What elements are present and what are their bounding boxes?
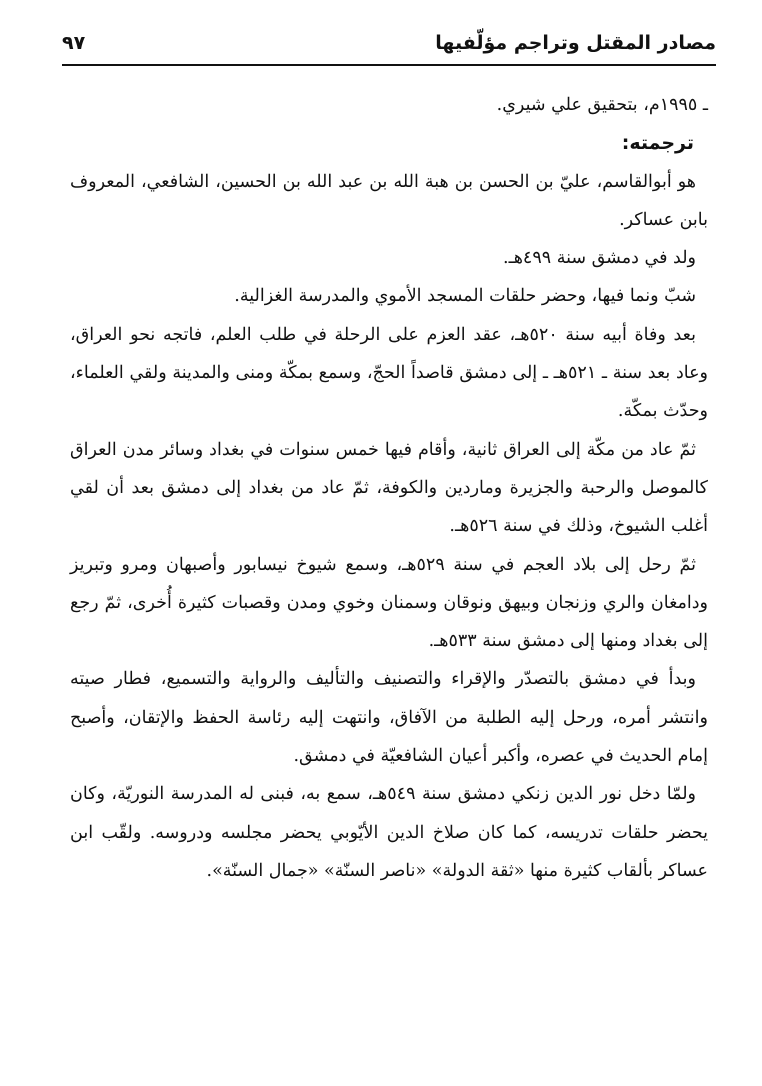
running-title: مصادر المقتل وتراجم مؤلّفيها	[435, 32, 716, 54]
page-number: ٩٧	[62, 32, 86, 54]
paragraph-6: ثمّ رحل إلى بلاد العجم في سنة ٥٢٩هـ، وسمع شيوخ نيسابور وأصبهان ومرو وتبريز ودامغان والري وزنجان وبيهق ونوقان وسمنان وخوي ومدن وقصبات كثيرة أُخرى، ثمّ رجع إلى بغداد ومنها إلى دمشق سنة ٥٣٣هـ.	[70, 554, 708, 652]
paragraph-1: هو أبوالقاسم، عليّ بن الحسن بن هبة الله بن عبد الله بن الحسين، الشافعي، المعروف بابن عساكر.	[70, 171, 708, 230]
paragraph-3: شبّ ونما فيها، وحضر حلقات المسجد الأموي والمدرسة الغزالية.	[234, 286, 696, 307]
paragraph-5: ثمّ عاد من مكّة إلى العراق ثانية، وأقام فيها خمس سنوات في بغداد وسائر مدن العراق كالموصل والرحبة والجزيرة وماردين والكوفة، ثمّ عاد من بغداد إلى دمشق بعد أن لقي أغلب الشيوخ، وذلك في سنة ٥٢٦هـ.	[70, 439, 708, 537]
paragraph-8: ولمّا دخل نور الدين زنكي دمشق سنة ٥٤٩هـ، سمع به، فبنى له المدرسة النوريّة، وكان يحضر حلقات تدريسه، كما كان صلاخ الدين الأيّوبي يحضر مجلسه ودروسه. ولقّب ابن عساكر بألقاب كثيرة منها «ثقة الدولة» «ناصر السنّة» «جمال السنّة».	[70, 784, 708, 881]
section-heading: ترجمته:	[621, 132, 694, 155]
intro-line: ـ ١٩٩٥م، بتحقيق علي شيري.	[496, 95, 708, 115]
paragraph-7: وبدأ في دمشق بالتصدّر والإقراء والتصنيف والتأليف والرواية والتسميع، فطار صيته وانتشر أمره، ورحل إليه الطلبة من الآفاق، وانتهت إليه رئاسة الحفظ والإتقان، وأصبح إمام الحديث في عصره، وأكبر أعيان الشافعيّة في دمشق.	[70, 669, 708, 767]
body-text	[70, 86, 708, 890]
paragraph-4: بعد وفاة أبيه سنة ٥٢٠هـ، عقد العزم على الرحلة في طلب العلم، فاتجه نحو العراق، وعاد بعد سنة ـ ٥٢١هـ ـ إلى دمشق قاصداً الحجّ، وسمع بمكّة ومنى والمدينة ولقي العلماء، وحدّث بمكّة.	[70, 324, 708, 422]
paragraph-2: ولد في دمشق سنة ٤٩٩هـ.	[503, 248, 696, 269]
running-header	[62, 28, 716, 66]
